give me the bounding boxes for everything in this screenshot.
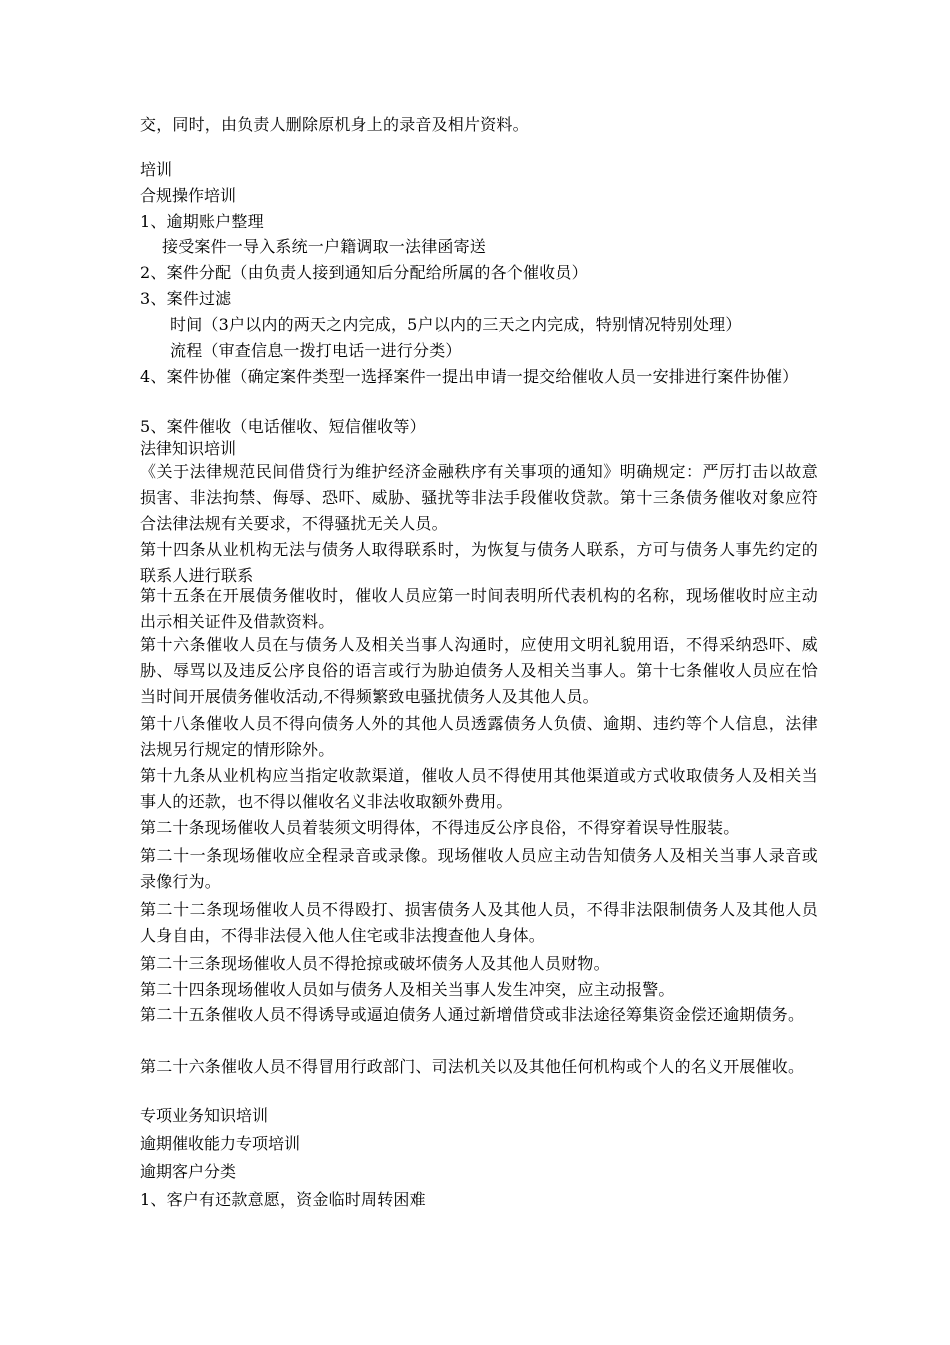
legal-paragraph: 第二十六条催收人员不得冒用行政部门、司法机关以及其他任何机构或个人的名义开展催收。	[140, 1057, 805, 1076]
compliance-item-3-time: 时间（3户以内的两天之内完成，5户以内的三天之内完成，特别情况特别处理）	[170, 315, 742, 334]
legal-paragraph: 第二十三条现场催收人员不得抢掠或破坏债务人及其他人员财物。	[140, 954, 610, 973]
legal-paragraph: 第十八条催收人员不得向债务人外的其他人员透露债务人负债、逾期、违约等个人信息，法律法规另行规定的情形除外。	[140, 714, 818, 759]
legal-paragraph: 第二十一条现场催收应全程录音或录像。现场催收人员应主动告知债务人及相关当事人录音或录像行为。	[140, 846, 818, 891]
legal-heading: 法律知识培训	[140, 439, 237, 458]
legal-paragraph: 第十六条催收人员在与债务人及相关当事人沟通时，应使用文明礼貌用语，不得采纳恐吓、威胁、辱骂以及违反公序良俗的语言或行为胁迫债务人及相关当事人。第十七条催收人员应在恰当时间开展债务催收活动,不得频繁致电骚扰债务人及其他人员。	[140, 635, 818, 706]
legal-paragraph: 第二十条现场催收人员着装须文明得体，不得违反公序良俗，不得穿着误导性服装。	[140, 818, 740, 837]
compliance-heading: 合规操作培训	[140, 186, 237, 205]
compliance-item-3-title: 3、案件过滤	[140, 289, 232, 308]
legal-paragraph: 第二十四条现场催收人员如与债务人及相关当事人发生冲突，应主动报警。	[140, 980, 675, 999]
legal-paragraph: 第二十二条现场催收人员不得殴打、损害债务人及其他人员，不得非法限制债务人及其他人员人身自由，不得非法侵入他人住宅或非法搜查他人身体。	[140, 900, 818, 945]
special-subheading: 逾期催收能力专项培训	[140, 1134, 301, 1153]
compliance-item-4: 4、案件协催（确定案件类型一选择案件一提出申请一提交给催收人员一安排进行案件协催）	[140, 367, 799, 386]
compliance-item-1-title: 1、逾期账户整理	[140, 212, 264, 231]
legal-paragraph: 第十四条从业机构无法与债务人取得联系时，为恢复与债务人联系，方可与债务人事先约定的联系人进行联系	[140, 540, 818, 585]
special-heading: 专项业务知识培训	[140, 1106, 269, 1125]
compliance-item-3-flow: 流程（审查信息一拨打电话一进行分类）	[170, 341, 462, 360]
compliance-item-2: 2、案件分配（由负责人接到通知后分配给所属的各个催收员）	[140, 263, 588, 282]
classification-heading: 逾期客户分类	[140, 1162, 237, 1181]
classification-item-1: 1、客户有还款意愿，资金临时周转困难	[140, 1190, 426, 1209]
legal-paragraph: 第十五条在开展债务催收时，催收人员应第一时间表明所代表机构的名称，现场催收时应主动出示相关证件及借款资料。	[140, 586, 818, 631]
legal-paragraph: 第十九条从业机构应当指定收款渠道，催收人员不得使用其他渠道或方式收取债务人及相关当事人的还款，也不得以催收名义非法收取额外费用。	[140, 766, 818, 811]
intro-line: 交，同时，由负责人删除原机身上的录音及相片资料。	[140, 115, 529, 134]
section-heading-training: 培训	[140, 160, 173, 179]
compliance-item-1-flow: 接受案件一导入系统一户籍调取一法律函寄送	[162, 237, 487, 256]
compliance-item-5: 5、案件催收（电话催收、短信催收等）	[140, 417, 426, 436]
legal-paragraph: 《关于法律规范民间借贷行为维护经济金融秩序有关事项的通知》明确规定：严厉打击以故意损害、非法拘禁、侮辱、恐吓、威胁、骚扰等非法手段催收贷款。第十三条债务催收对象应符合法律法规有关要求，不得骚扰无关人员。	[140, 462, 818, 533]
legal-paragraph: 第二十五条催收人员不得诱导或逼迫债务人通过新增借贷或非法途径筹集资金偿还逾期债务。	[140, 1005, 805, 1024]
